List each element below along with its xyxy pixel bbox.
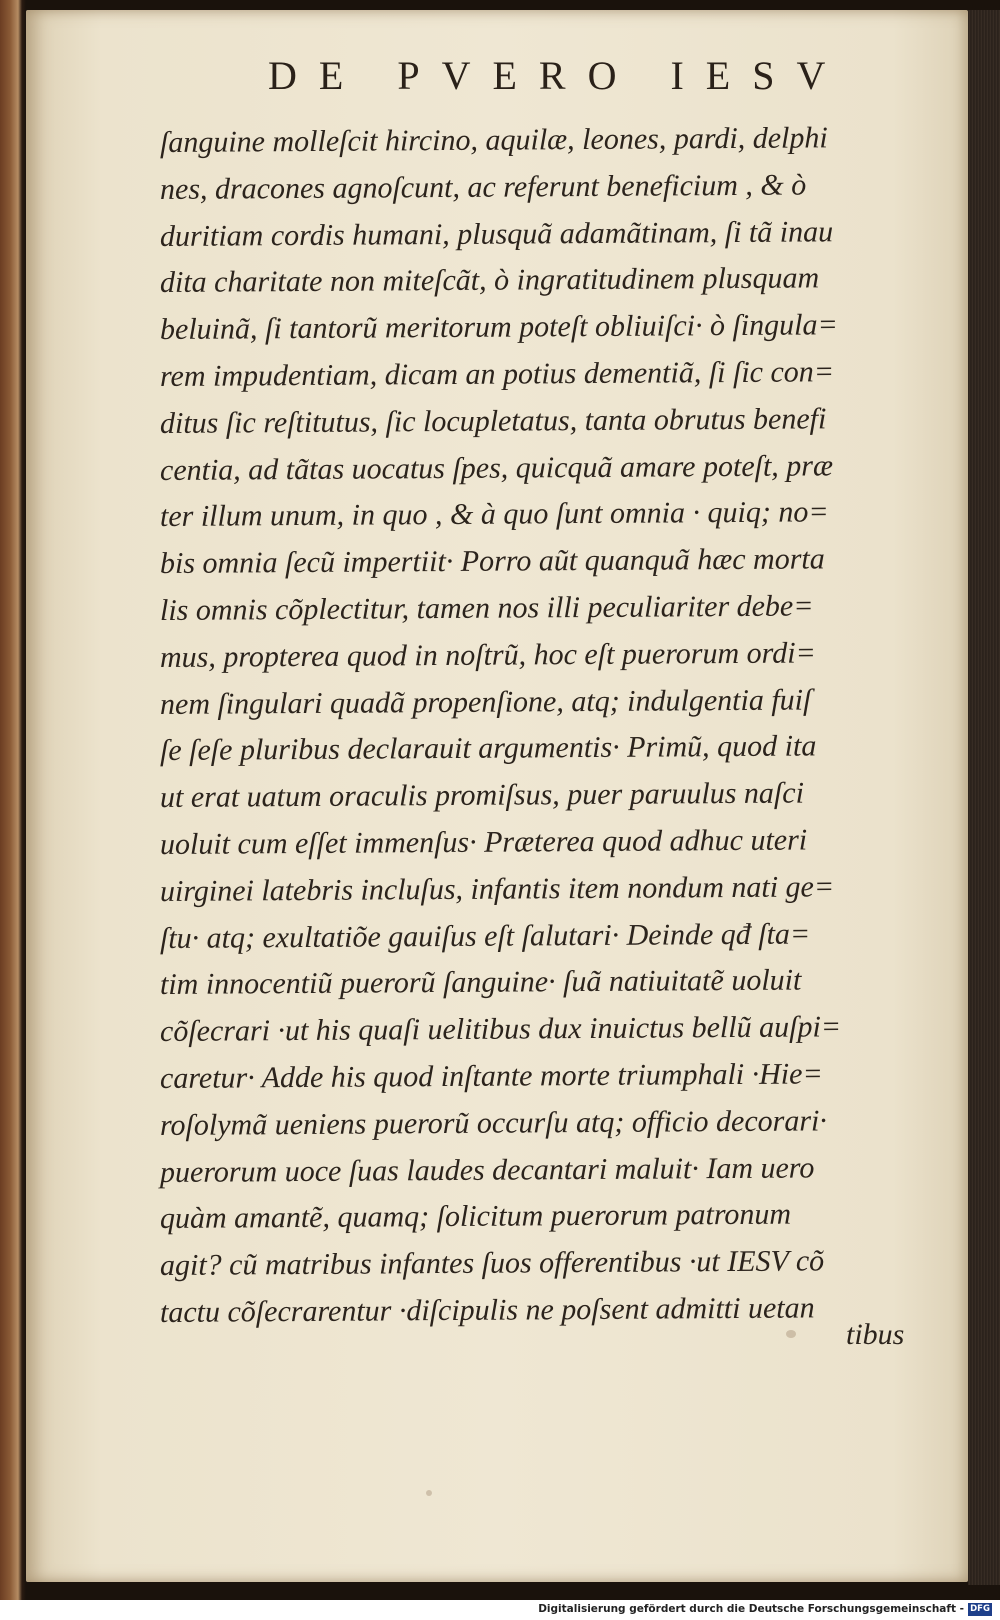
- book-edge: [968, 10, 1000, 1585]
- text-line: mus, propterea quod in noſtrũ, hoc eſt puerorum ordi=: [160, 636, 816, 674]
- text-line: ter illum unum, in quo , & à quo ſunt omnia · quiq; no=: [160, 495, 829, 534]
- text-line: rem impudentiam, dicam an potius dementiã, ſi ſic con=: [160, 355, 835, 393]
- text-line: ſanguine molleſcit hircino, aquilæ, leones, pardi, delphi: [160, 121, 828, 159]
- running-head: DE PVERO IESV: [268, 53, 848, 98]
- text-line: roſolymã ueniens puerorũ occurſu atq; officio decorari·: [160, 1104, 827, 1142]
- text-line: nes, dracones agnoſcunt, ac referunt beneficium , & ò: [160, 168, 807, 206]
- text-line: lis omnis cõplectitur, tamen nos illi peculiariter debe=: [160, 589, 814, 627]
- text-line: caretur· Adde his quod inſtante morte triumphali ·Hie=: [160, 1057, 823, 1095]
- text-line: centia, ad tãtas uocatus ſpes, quicquã amare poteſt, præ: [160, 448, 833, 487]
- text-line: uirginei latebris incluſus, infantis item nondum nati ge=: [160, 870, 835, 908]
- text-line: tim innocentiũ puerorũ ſanguine· ſuã natiuitatẽ uoluit: [160, 963, 802, 1002]
- text-line: ditus ſic reſtitutus, ſic locupletatus, tanta obrutus benefi: [160, 402, 827, 440]
- text-line: duritiam cordis humani, plusquã adamãtinam, ſi tã inau: [160, 214, 834, 253]
- dfg-logo: DFG: [968, 1603, 992, 1616]
- text-line: agit? cũ matribus infantes ſuos offerentibus ·ut IESV cõ: [160, 1244, 825, 1283]
- text-line: nem ſingulari quadã propenſione, atq; indulgentia fuiſ: [160, 683, 812, 721]
- text-line: dita charitate non miteſcãt, ò ingratitudinem plusquam: [160, 261, 820, 300]
- text-line: bis omnia ſecũ impertiit· Porro aũt quanquã hæc morta: [160, 542, 825, 581]
- text-line: ſtu· atq; exultatiõe gauiſus eſt ſalutari· Deinde qđ ſta=: [160, 917, 811, 955]
- digitization-credit: Digitalisierung gefördert durch die Deutsche Forschungsgemeinschaft -: [538, 1603, 964, 1615]
- text-line: puerorum uoce ſuas laudes decantari maluit· Iam uero: [160, 1150, 815, 1189]
- catchword: tibus: [846, 1318, 905, 1351]
- text-line: quàm amantẽ, quamq; ſolicitum puerorum patronum: [160, 1197, 792, 1236]
- text-line: uoluit cum eſſet immenſus· Præterea quod adhuc uteri: [160, 823, 808, 861]
- text-line: ut erat uatum oraculis promiſsus, puer paruulus naſci: [160, 776, 804, 815]
- text-line: cõſecrari ·ut his quaſi uelitibus dux inuictus bellũ auſpi=: [160, 1010, 842, 1049]
- paper-stain: [426, 1490, 432, 1496]
- text-line: tactu cõſecrarentur ·diſcipulis ne poſsent admitti uetan: [160, 1291, 815, 1329]
- text-line: beluinã, ſi tantorũ meritorum poteſt obliuiſci· ò ſingula=: [160, 308, 838, 347]
- body-text: [160, 120, 930, 1337]
- text-line: ſe ſeſe pluribus declarauit argumentis· Primũ, quod ita: [160, 729, 817, 768]
